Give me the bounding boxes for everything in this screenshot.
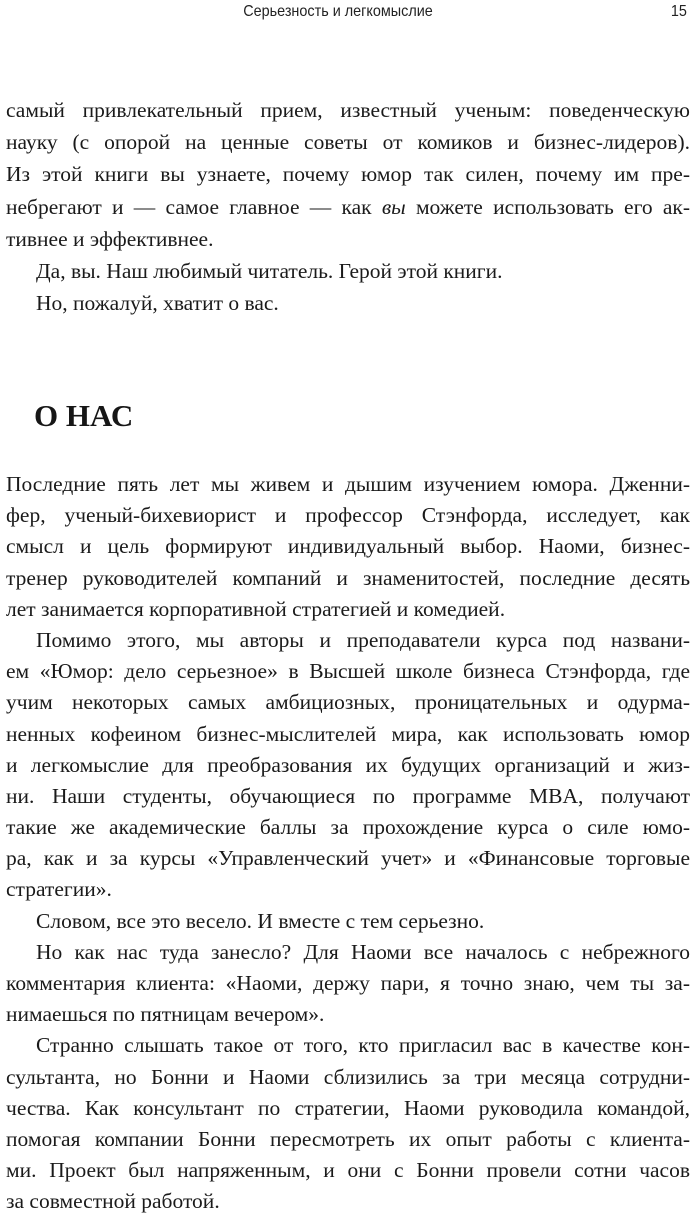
text-line	[6, 1155, 690, 1186]
text-line	[6, 1186, 690, 1217]
text-line	[6, 191, 690, 223]
line-text: науку (с опорой на ценные советы от комиков и бизнес-лидеров).	[6, 130, 690, 155]
text-line	[6, 223, 690, 255]
line-text: чества. Как консультант по стратегии, Наоми руководила командой,	[6, 1095, 690, 1120]
line-text: лет занимается корпоративной стратегией и комедией.	[6, 596, 506, 621]
line-text: за совместной работой.	[6, 1189, 220, 1214]
line-text: тренер руководителей компаний и знаменитостей, последние десять	[6, 565, 690, 590]
section-heading: О НАС	[34, 398, 134, 433]
text-line	[6, 874, 690, 905]
text-line	[6, 531, 690, 562]
text-line	[6, 94, 690, 126]
text-line	[6, 968, 690, 999]
line-text: ем «Юмор: дело серьезное» в Высшей школе бизнеса Стэнфорда, где	[6, 659, 690, 684]
line-text: ненных кофеином бизнес-мыслителей мира, как использовать юмор	[6, 721, 690, 746]
line-text: учим некоторых самых амбициозных, проницательных и одурма-	[6, 690, 690, 715]
line-text: ми. Проект был напряженным, и они с Бонни провели сотни часов	[6, 1158, 690, 1183]
text-line	[6, 1030, 690, 1061]
text-line	[6, 781, 690, 812]
text-line	[6, 999, 690, 1030]
line-text: небрегают и — самое главное — как	[6, 194, 382, 219]
text-line	[6, 594, 690, 625]
line-text: фер, ученый-бихевиорист и профессор Стэнфорда, исследует, как	[6, 503, 690, 528]
text-line	[6, 625, 690, 656]
line-text: Последние пять лет мы живем и дышим изучением юмора. Дженни-	[6, 472, 690, 496]
line-text: нимаешься по пятницам вечером».	[6, 1002, 325, 1027]
text-line	[6, 812, 690, 843]
text-line	[6, 1093, 690, 1124]
line-text: ни. Наши студенты, обучающиеся по программе MBA, получают	[6, 783, 690, 808]
line-text: самый привлекательный прием, известный ученым: поведенческую	[6, 98, 690, 122]
text-line	[6, 687, 690, 718]
line-text: Но, пожалуй, хватит о вас.	[36, 291, 279, 316]
line-text: Но как нас туда занесло? Для Наоми все началось с небрежного	[36, 939, 690, 964]
line-text: можете использовать его ак-	[405, 194, 690, 219]
page-number: 15	[671, 3, 688, 20]
text-line	[6, 719, 690, 750]
text-line	[6, 500, 690, 531]
text-line	[6, 937, 690, 968]
about-us-text-block	[6, 469, 690, 1218]
line-text: стратегии».	[6, 877, 112, 902]
emphasis-text: вы	[381, 194, 406, 219]
text-line	[6, 750, 690, 781]
line-text: смысл и цель формируют индивидуальный выбор. Наоми, бизнес-	[6, 534, 690, 559]
line-text: Странно слышать такое от того, кто пригласил вас в качестве кон-	[36, 1033, 690, 1058]
text-line	[6, 1124, 690, 1155]
line-text: сультанта, но Бонни и Наоми сблизились за три месяца сотрудни-	[6, 1064, 690, 1089]
text-line	[6, 906, 690, 937]
line-text: такие же академические баллы за прохождение курса о силе юмо-	[6, 815, 690, 840]
text-line	[6, 255, 690, 287]
text-line	[6, 656, 690, 687]
line-text: комментария клиента: «Наоми, держу пари, я точно знаю, чем ты за-	[6, 971, 690, 995]
line-text: ра, как и за курсы «Управленческий учет» и «Финансовые торговые	[6, 846, 690, 871]
text-line	[6, 287, 690, 319]
line-text: Да, вы. Наш любимый читатель. Герой этой книги.	[36, 258, 503, 283]
line-text: и легкомыслие для преобразования их будущих организаций и жиз-	[6, 752, 690, 777]
line-text: помогая компании Бонни пересмотреть их опыт работы с клиента-	[6, 1126, 690, 1151]
text-line	[6, 126, 690, 158]
text-line	[6, 158, 690, 190]
line-text: Словом, все это весело. И вместе с тем серьезно.	[36, 908, 485, 933]
line-text: Из этой книги вы узнаете, почему юмор так силен, почему им пре-	[6, 162, 690, 187]
running-header-title: Серьезность и легкомыслие	[243, 3, 433, 20]
text-line	[6, 563, 690, 594]
line-text: тивнее и эффективнее.	[6, 226, 214, 251]
line-text: Помимо этого, мы авторы и преподаватели курса под названи-	[36, 627, 690, 652]
text-line	[6, 469, 690, 500]
intro-text-block	[6, 94, 690, 319]
text-line	[6, 843, 690, 874]
text-line	[6, 1062, 690, 1093]
